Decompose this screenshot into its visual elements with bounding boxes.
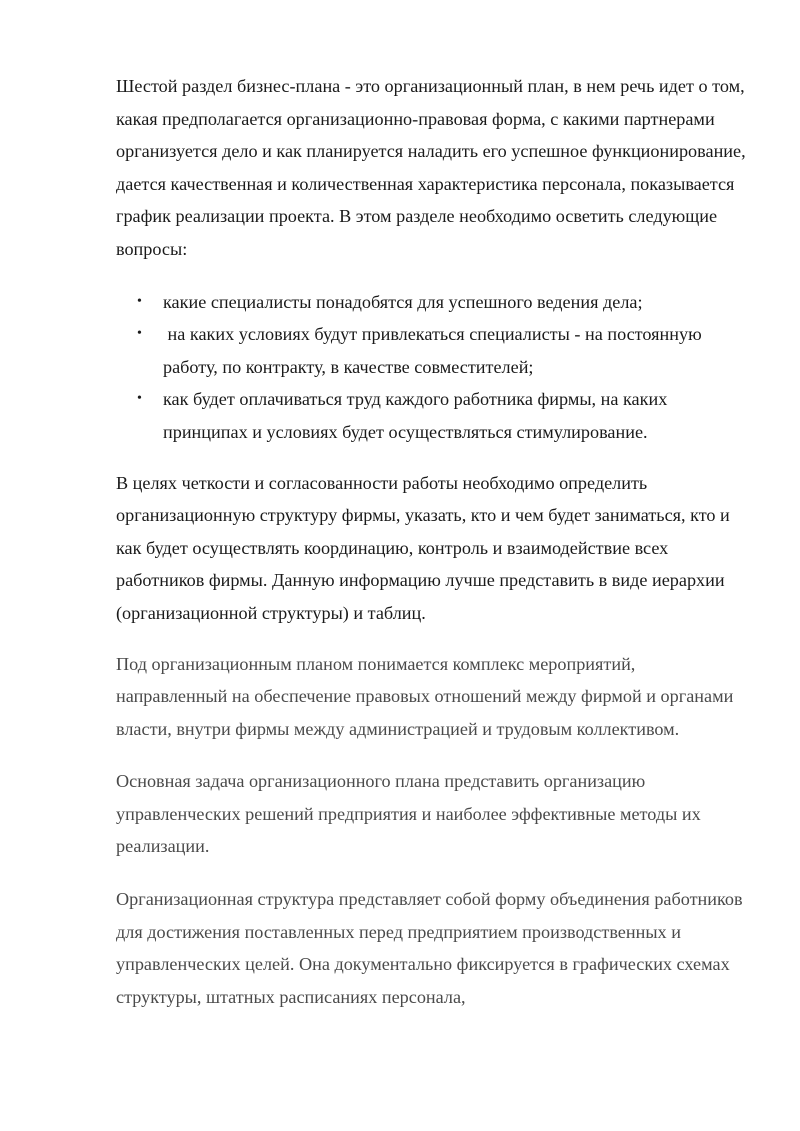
bullet-icon: •	[137, 391, 142, 407]
paragraph-intro: Шестой раздел бизнес-плана - это организационный план, в нем речь идет о том, какая предполагается организационно-правовая форма, с какими партнерами организуется дело и как планируется наладить его успешное функционирование, дается качественная и количественная характеристика персонала, показывается график реализации проекта. В этом разделе необходимо осветить следующие вопросы:	[116, 76, 746, 259]
bullet-icon: •	[137, 326, 142, 342]
paragraph-org-structure: Организационная структура представляет собой форму объединения работников для достижения поставленных перед предприятием производственных и управленческих целей. Она документально фиксируется в графических схемах структуры, штатных расписаниях персонала,	[116, 889, 743, 1007]
document-page	[116, 70, 748, 1013]
paragraph-structure: В целях четкости и согласованности работы необходимо определить организационную структуру фирмы, указать, кто и чем будет заниматься, кто и как будет осуществлять координацию, контроль и взаимодействие всех работников фирмы. Данную информацию лучше представить в виде иерархии (организационной структуры) и таблиц.	[116, 472, 730, 623]
bullet-icon: •	[137, 293, 142, 309]
list-item-text: как будет оплачиваться труд каждого работника фирмы, на каких принципах и условиях будет осуществляться стимулирование.	[163, 389, 668, 442]
paragraph-main-task: Основная задача организационного плана представить организацию управленческих решений предприятия и наиболее эффективные методы их реализации.	[116, 771, 701, 857]
paragraph-definition: Под организационным планом понимается комплекс мероприятий, направленный на обеспечение правовых отношений между фирмой и органами власти, внутри фирмы между администрацией и трудовым коллективом.	[116, 653, 734, 739]
question-list	[116, 286, 748, 449]
list-item	[116, 286, 748, 319]
list-item-text: какие специалисты понадобятся для успешного ведения дела;	[163, 291, 643, 312]
list-item	[116, 383, 748, 448]
list-item-text: на каких условиях будут привлекаться специалисты - на постоянную работу, по контракту, в качестве совместителей;	[163, 324, 707, 377]
list-item	[116, 318, 748, 383]
